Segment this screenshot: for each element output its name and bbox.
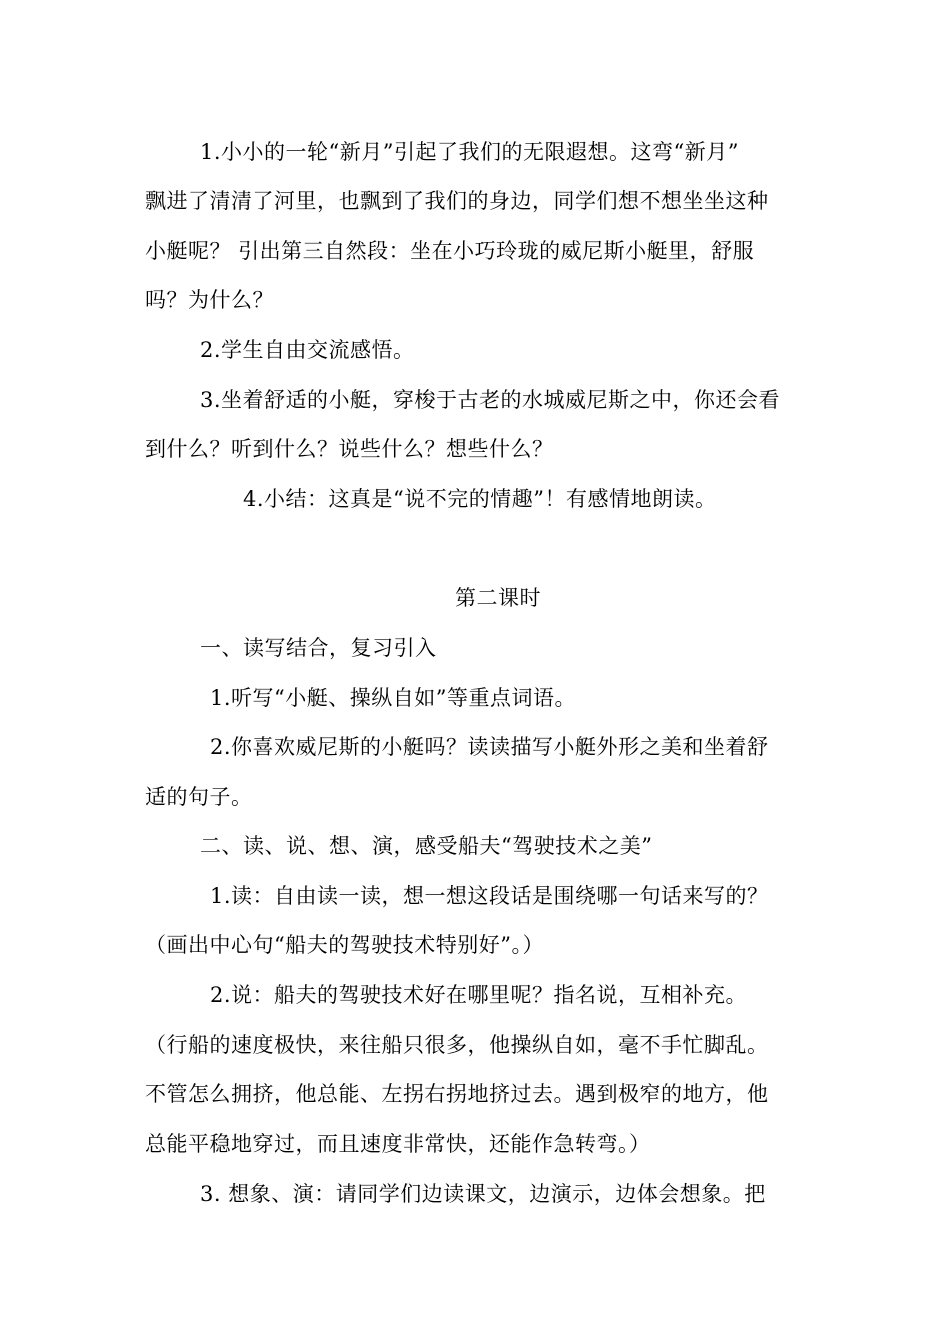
text-line: 小艇呢？ 引出第三自然段：坐在小巧玲珑的威尼斯小艇里，舒服 <box>145 239 755 263</box>
section-heading: 一、读写结合，复习引入 <box>200 636 437 660</box>
text-line: 到什么？听到什么？说些什么？想些什么？ <box>145 437 554 461</box>
text-line: 1.听写“小艇、操纵自如”等重点词语。 <box>210 686 577 710</box>
text-line: 3.坐着舒适的小艇，穿梭于古老的水城威尼斯之中，你还会看 <box>200 388 781 412</box>
text-line: 2.说：船夫的驾驶技术好在哪里呢？指名说，互相补充。 <box>210 983 748 1007</box>
text-line: 3. 想象、演：请同学们边读课文，边演示，边体会想象。把 <box>200 1182 766 1206</box>
text-line: 1.读：自由读一读，想一想这段话是围绕哪一句话来写的？ <box>210 884 769 908</box>
text-line: 1.小小的一轮“新月”引起了我们的无限遐想。这弯“新月” <box>200 140 739 164</box>
section-heading: 二、读、说、想、演，感受船夫“驾驶技术之美” <box>200 834 653 858</box>
text-line: （画出中心句“船夫的驾驶技术特别好”。） <box>145 933 544 957</box>
text-line: 总能平稳地穿过，而且速度非常快，还能作急转弯。） <box>145 1132 651 1156</box>
text-line: 4.小结：这真是“说不完的情趣”！有感情地朗读。 <box>243 487 717 511</box>
text-line: 吗？为什么？ <box>145 288 274 312</box>
text-line: （行船的速度极快，来往船只很多，他操纵自如，毫不手忙脚乱。 <box>145 1033 769 1057</box>
section-title: 第二课时 <box>455 586 541 610</box>
text-line: 适的句子。 <box>145 785 253 809</box>
text-line: 2.你喜欢威尼斯的小艇吗？读读描写小艇外形之美和坐着舒 <box>210 735 769 759</box>
text-line: 不管怎么拥挤，他总能、左拐右拐地挤过去。遇到极窄的地方，他 <box>145 1082 769 1106</box>
text-line: 2.学生自由交流感悟。 <box>200 338 415 362</box>
text-line: 飘进了清清了河里，也飘到了我们的身边，同学们想不想坐坐这种 <box>145 189 769 213</box>
